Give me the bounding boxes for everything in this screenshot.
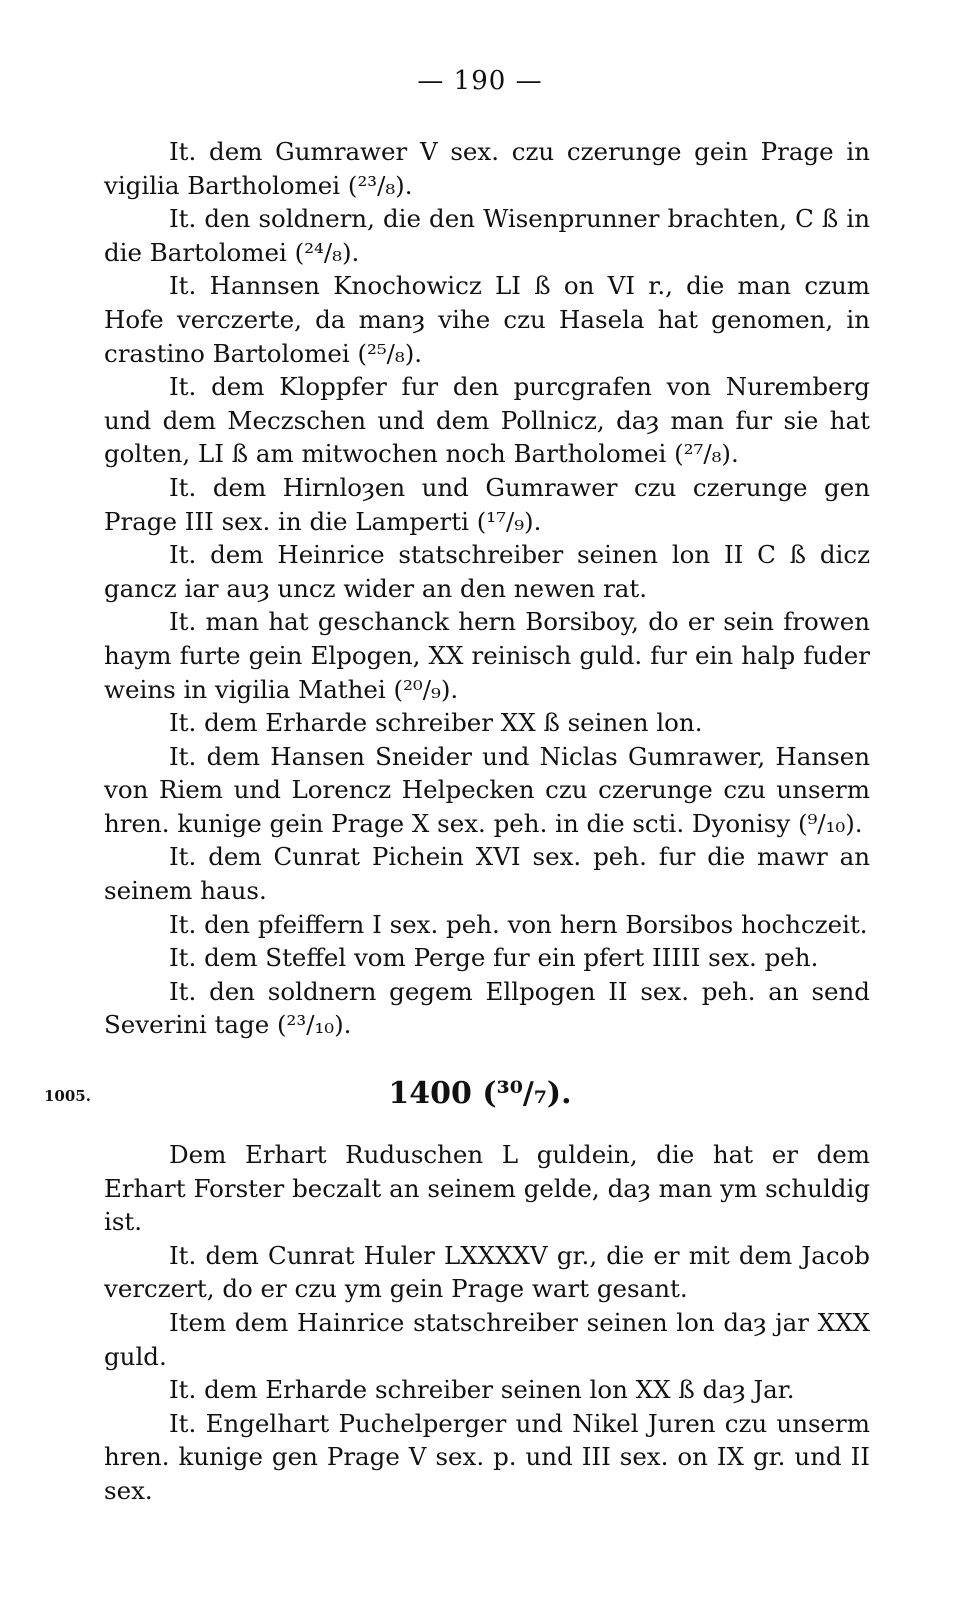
entry-paragraph: It. dem Hirnloȝen und Gumrawer czu czerunge gen Prage III sex. in die Lamperti (¹⁷/₉). (104, 472, 870, 536)
entry-paragraph: It. dem Hansen Sneider und Niclas Gumrawer, Hansen von Riem und Lorencz Helpecken czu czerunge czu unserm hren. kunige gein Prage X sex. peh. in die scti. Dyonisy (⁹/₁₀). (104, 741, 870, 838)
entry-paragraph: It. Engelhart Puchelperger und Nikel Juren czu unserm hren. kunige gen Prage V sex. p. und III sex. on IX gr. und II sex. (104, 1408, 870, 1505)
entry-paragraph: It. den pfeiffern I sex. peh. von hern Borsibos hochczeit. (169, 909, 868, 939)
entry-paragraph: It. man hat geschanck hern Borsiboy, do er sein frowen haym furte gein Elpogen, XX reinisch guld. fur ein halp fuder weins in vigilia Mathei (²⁰/₉). (104, 607, 870, 704)
entry-paragraph: It. den soldnern gegem Ellpogen II sex. peh. an send Severini tage (²³/₁₀). (104, 976, 870, 1040)
entry-paragraph: It. dem Heinrice statschreiber seinen lon II C ß dicz gancz iar auȝ uncz wider an den newen rat. (104, 540, 870, 603)
entry-paragraph: It. den soldnern, die den Wisenprunner brachten, C ß in die Bartolomei (²⁴/₈). (104, 204, 870, 267)
entries-bottom (104, 1138, 870, 1508)
entry-paragraph: It. dem Cunrat Huler LXXXXV gr., die er mit dem Jacob verczert, do er czu ym gein Prage wart gesant. (104, 1240, 870, 1304)
entry-paragraph: It. dem Erharde schreiber XX ß seinen lon. (169, 708, 703, 738)
year-heading: 1400 (³⁰/₇). (388, 1076, 572, 1111)
entry-paragraph: It. dem Erharde schreiber seinen lon XX ß daȝ Jar. (169, 1375, 795, 1405)
entry-number: 1005. (44, 1087, 91, 1105)
entry-paragraph: It. dem Kloppfer fur den purcgrafen von Nuremberg und dem Meczschen und dem Pollnicz, daȝ man fur sie hat golten, LI ß am mitwochen noch Bartholomei (²⁷/₈). (104, 372, 870, 469)
entry-paragraph: Dem Erhart Ruduschen L guldein, die hat er dem Erhart Forster beczalt an seinem gelde, daȝ man ym schuldig ist. (104, 1140, 870, 1237)
entries-top (104, 135, 870, 1042)
entry-paragraph: It. dem Cunrat Pichein XVI sex. peh. fur die mawr an seinem haus. (104, 842, 870, 906)
page-number: — 190 — (417, 66, 543, 96)
entry-paragraph: It. dem Steffel vom Perge fur ein pfert IIIII sex. peh. (169, 943, 819, 973)
entry-paragraph: It. Hannsen Knochowicz LI ß on VI r., die man czum Hofe verczerte, da manȝ vihe czu Hasela hat genomen, in crastino Bartolomei (²⁵/₈). (104, 271, 870, 368)
entry-paragraph: It. dem Gumrawer V sex. czu czerunge gein Prage in vigilia Bartholomei (²³/₈). (104, 137, 870, 200)
entry-paragraph: Item dem Hainrice statschreiber seinen lon daȝ jar XXX guld. (104, 1307, 870, 1371)
